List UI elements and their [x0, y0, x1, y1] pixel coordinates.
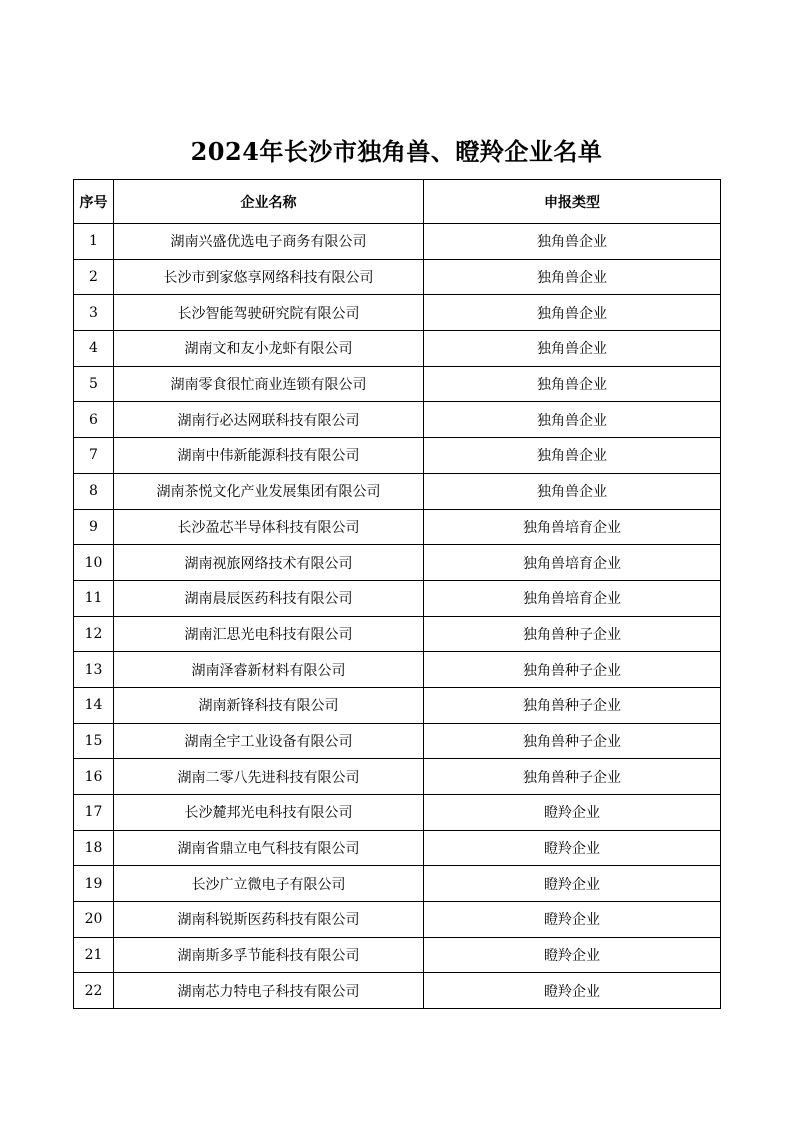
company-name: 湖南文和友小龙虾有限公司 [114, 331, 424, 367]
row-number: 1 [74, 224, 114, 260]
row-number: 17 [74, 795, 114, 831]
company-name: 湖南行必达网联科技有限公司 [114, 402, 424, 438]
enterprise-table [73, 179, 721, 1009]
row-number: 5 [74, 366, 114, 402]
company-name: 湖南汇思光电科技有限公司 [114, 616, 424, 652]
table-row [74, 830, 721, 866]
table-row [74, 366, 721, 402]
table-row [74, 937, 721, 973]
table-row [74, 295, 721, 331]
company-name: 长沙市到家悠享网络科技有限公司 [114, 259, 424, 295]
row-number: 15 [74, 723, 114, 759]
application-type: 独角兽企业 [424, 366, 721, 402]
header-row [74, 180, 721, 224]
table-row [74, 687, 721, 723]
company-name: 湖南全宇工业设备有限公司 [114, 723, 424, 759]
table-row [74, 509, 721, 545]
row-number: 18 [74, 830, 114, 866]
table-row [74, 759, 721, 795]
table-row [74, 331, 721, 367]
row-number: 8 [74, 473, 114, 509]
company-name: 湖南视旅网络技术有限公司 [114, 545, 424, 581]
company-name: 长沙广立微电子有限公司 [114, 866, 424, 902]
page-title: 2024年长沙市独角兽、瞪羚企业名单 [190, 137, 603, 166]
row-number: 9 [74, 509, 114, 545]
company-name: 湖南茶悦文化产业发展集团有限公司 [114, 473, 424, 509]
application-type: 独角兽培育企业 [424, 580, 721, 616]
row-number: 11 [74, 580, 114, 616]
row-number: 2 [74, 259, 114, 295]
company-name: 湖南泽睿新材料有限公司 [114, 652, 424, 688]
table-row [74, 438, 721, 474]
row-number: 16 [74, 759, 114, 795]
table-row [74, 545, 721, 581]
table-row [74, 902, 721, 938]
row-number: 10 [74, 545, 114, 581]
table-row [74, 580, 721, 616]
application-type: 独角兽种子企业 [424, 687, 721, 723]
company-name: 长沙麓邦光电科技有限公司 [114, 795, 424, 831]
row-number: 22 [74, 973, 114, 1009]
application-type: 独角兽企业 [424, 331, 721, 367]
table-row [74, 866, 721, 902]
row-number: 6 [74, 402, 114, 438]
application-type: 独角兽种子企业 [424, 652, 721, 688]
table-row [74, 795, 721, 831]
application-type: 瞪羚企业 [424, 902, 721, 938]
application-type: 独角兽企业 [424, 295, 721, 331]
application-type: 独角兽种子企业 [424, 616, 721, 652]
application-type: 独角兽种子企业 [424, 723, 721, 759]
table-row [74, 616, 721, 652]
application-type: 独角兽培育企业 [424, 509, 721, 545]
row-number: 7 [74, 438, 114, 474]
application-type: 瞪羚企业 [424, 937, 721, 973]
company-name: 长沙盈芯半导体科技有限公司 [114, 509, 424, 545]
table-row [74, 259, 721, 295]
header-no: 序号 [74, 180, 114, 224]
application-type: 独角兽企业 [424, 402, 721, 438]
application-type: 独角兽企业 [424, 259, 721, 295]
application-type: 瞪羚企业 [424, 973, 721, 1009]
table-row [74, 224, 721, 260]
application-type: 独角兽企业 [424, 224, 721, 260]
application-type: 瞪羚企业 [424, 795, 721, 831]
header-name: 企业名称 [114, 180, 424, 224]
row-number: 13 [74, 652, 114, 688]
company-name: 湖南新锋科技有限公司 [114, 687, 424, 723]
company-name: 湖南晨辰医药科技有限公司 [114, 580, 424, 616]
company-name: 湖南科锐斯医药科技有限公司 [114, 902, 424, 938]
row-number: 12 [74, 616, 114, 652]
table-header [74, 180, 721, 224]
table-row [74, 652, 721, 688]
table-body [74, 224, 721, 1009]
company-name: 湖南兴盛优选电子商务有限公司 [114, 224, 424, 260]
table-row [74, 723, 721, 759]
row-number: 19 [74, 866, 114, 902]
row-number: 21 [74, 937, 114, 973]
row-number: 14 [74, 687, 114, 723]
application-type: 独角兽企业 [424, 473, 721, 509]
company-name: 湖南省鼎立电气科技有限公司 [114, 830, 424, 866]
company-name: 湖南零食很忙商业连锁有限公司 [114, 366, 424, 402]
table-row [74, 402, 721, 438]
row-number: 20 [74, 902, 114, 938]
table-row [74, 973, 721, 1009]
row-number: 4 [74, 331, 114, 367]
company-name: 长沙智能驾驶研究院有限公司 [114, 295, 424, 331]
company-name: 湖南芯力特电子科技有限公司 [114, 973, 424, 1009]
company-name: 湖南二零八先进科技有限公司 [114, 759, 424, 795]
application-type: 独角兽企业 [424, 438, 721, 474]
application-type: 瞪羚企业 [424, 830, 721, 866]
row-number: 3 [74, 295, 114, 331]
company-name: 湖南中伟新能源科技有限公司 [114, 438, 424, 474]
company-name: 湖南斯多孚节能科技有限公司 [114, 937, 424, 973]
header-type: 申报类型 [424, 180, 721, 224]
table-row [74, 473, 721, 509]
application-type: 瞪羚企业 [424, 866, 721, 902]
application-type: 独角兽种子企业 [424, 759, 721, 795]
application-type: 独角兽培育企业 [424, 545, 721, 581]
